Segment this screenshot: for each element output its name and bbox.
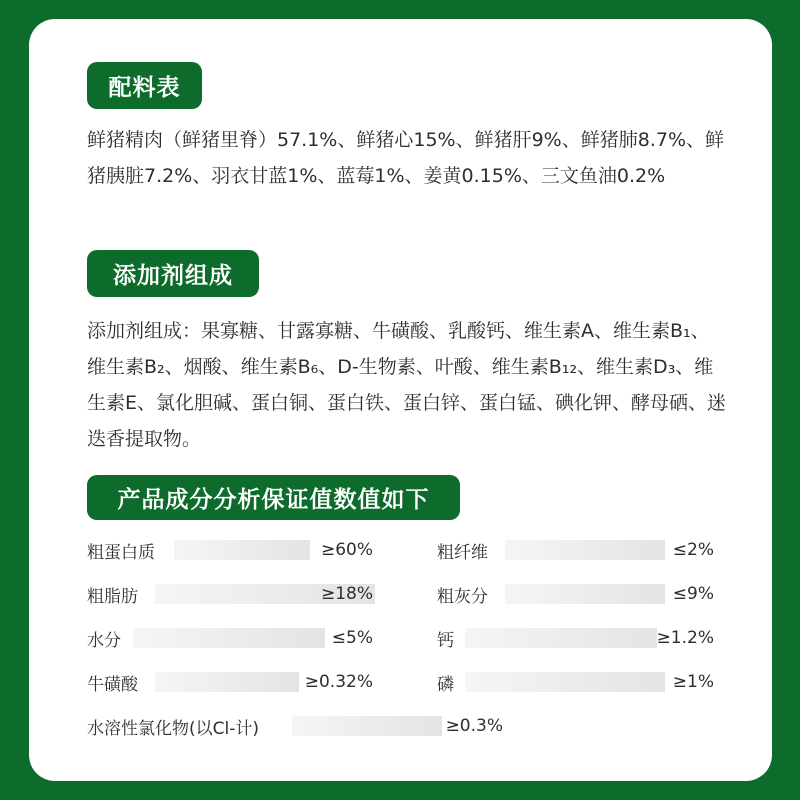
additives-title: 添加剂组成	[113, 263, 233, 289]
analysis-title: 产品成分分析保证值数值如下	[117, 487, 430, 513]
analysis-label: 磷	[437, 674, 454, 695]
analysis-label: 钙	[437, 630, 454, 651]
analysis-value: ≥1.2%	[656, 628, 714, 648]
analysis-value: ≥1%	[672, 672, 714, 692]
analysis-label: 粗纤维	[437, 542, 488, 563]
analysis-row-taurine	[87, 667, 373, 697]
content-card	[29, 19, 772, 781]
analysis-row-calcium	[437, 623, 714, 653]
analysis-label: 粗蛋白质	[87, 542, 155, 563]
ingredients-title: 配料表	[108, 75, 181, 101]
additives-text: 添加剂组成：果寡糖、甘露寡糖、牛磺酸、乳酸钙、维生素A、维生素B₁、维生素B₂、烟酸、维生素B₆、D-生物素、叶酸、维生素B₁₂、维生素D₃、维生素E、氯化胆碱、蛋白铜、蛋白铁、蛋白锌、蛋白锰、碘化钾、酵母硒、迷迭香提取物。	[87, 320, 727, 450]
analysis-value: ≥18%	[320, 584, 373, 604]
analysis-value: ≤2%	[672, 540, 714, 560]
analysis-label: 粗灰分	[437, 586, 488, 607]
analysis-bar	[174, 540, 310, 560]
analysis-value: ≥60%	[320, 540, 373, 560]
analysis-value: ≥0.3%	[445, 716, 503, 736]
analysis-row-moisture	[87, 623, 373, 653]
analysis-bar	[292, 716, 442, 736]
analysis-row-crude-protein	[87, 535, 373, 565]
additives-title-tag	[87, 250, 259, 297]
analysis-label: 粗脂肪	[87, 586, 138, 607]
analysis-value: ≤5%	[331, 628, 373, 648]
analysis-bar	[155, 672, 299, 692]
ingredients-text: 鲜猪精肉（鲜猪里脊）57.1%、鲜猪心15%、鲜猪肝9%、鲜猪肺8.7%、鲜猪胰脏7.2%、羽衣甘蓝1%、蓝莓1%、姜黄0.15%、三文鱼油0.2%	[87, 129, 725, 187]
analysis-value: ≥0.32%	[304, 672, 373, 692]
analysis-bar	[133, 628, 325, 648]
analysis-label: 牛磺酸	[87, 674, 138, 695]
analysis-title-tag	[87, 475, 460, 520]
analysis-bar	[465, 672, 665, 692]
analysis-row-water-soluble-chloride	[87, 711, 503, 741]
analysis-row-crude-fiber	[437, 535, 714, 565]
analysis-label: 水溶性氯化物(以Cl-计)	[87, 718, 259, 739]
analysis-value: ≤9%	[672, 584, 714, 604]
analysis-bar	[465, 628, 657, 648]
analysis-row-phosphorus	[437, 667, 714, 697]
analysis-row-crude-fat	[87, 579, 373, 609]
analysis-label: 水分	[87, 630, 121, 651]
analysis-bar	[505, 584, 665, 604]
ingredients-title-tag	[87, 62, 202, 109]
analysis-bar	[505, 540, 665, 560]
analysis-row-crude-ash	[437, 579, 714, 609]
